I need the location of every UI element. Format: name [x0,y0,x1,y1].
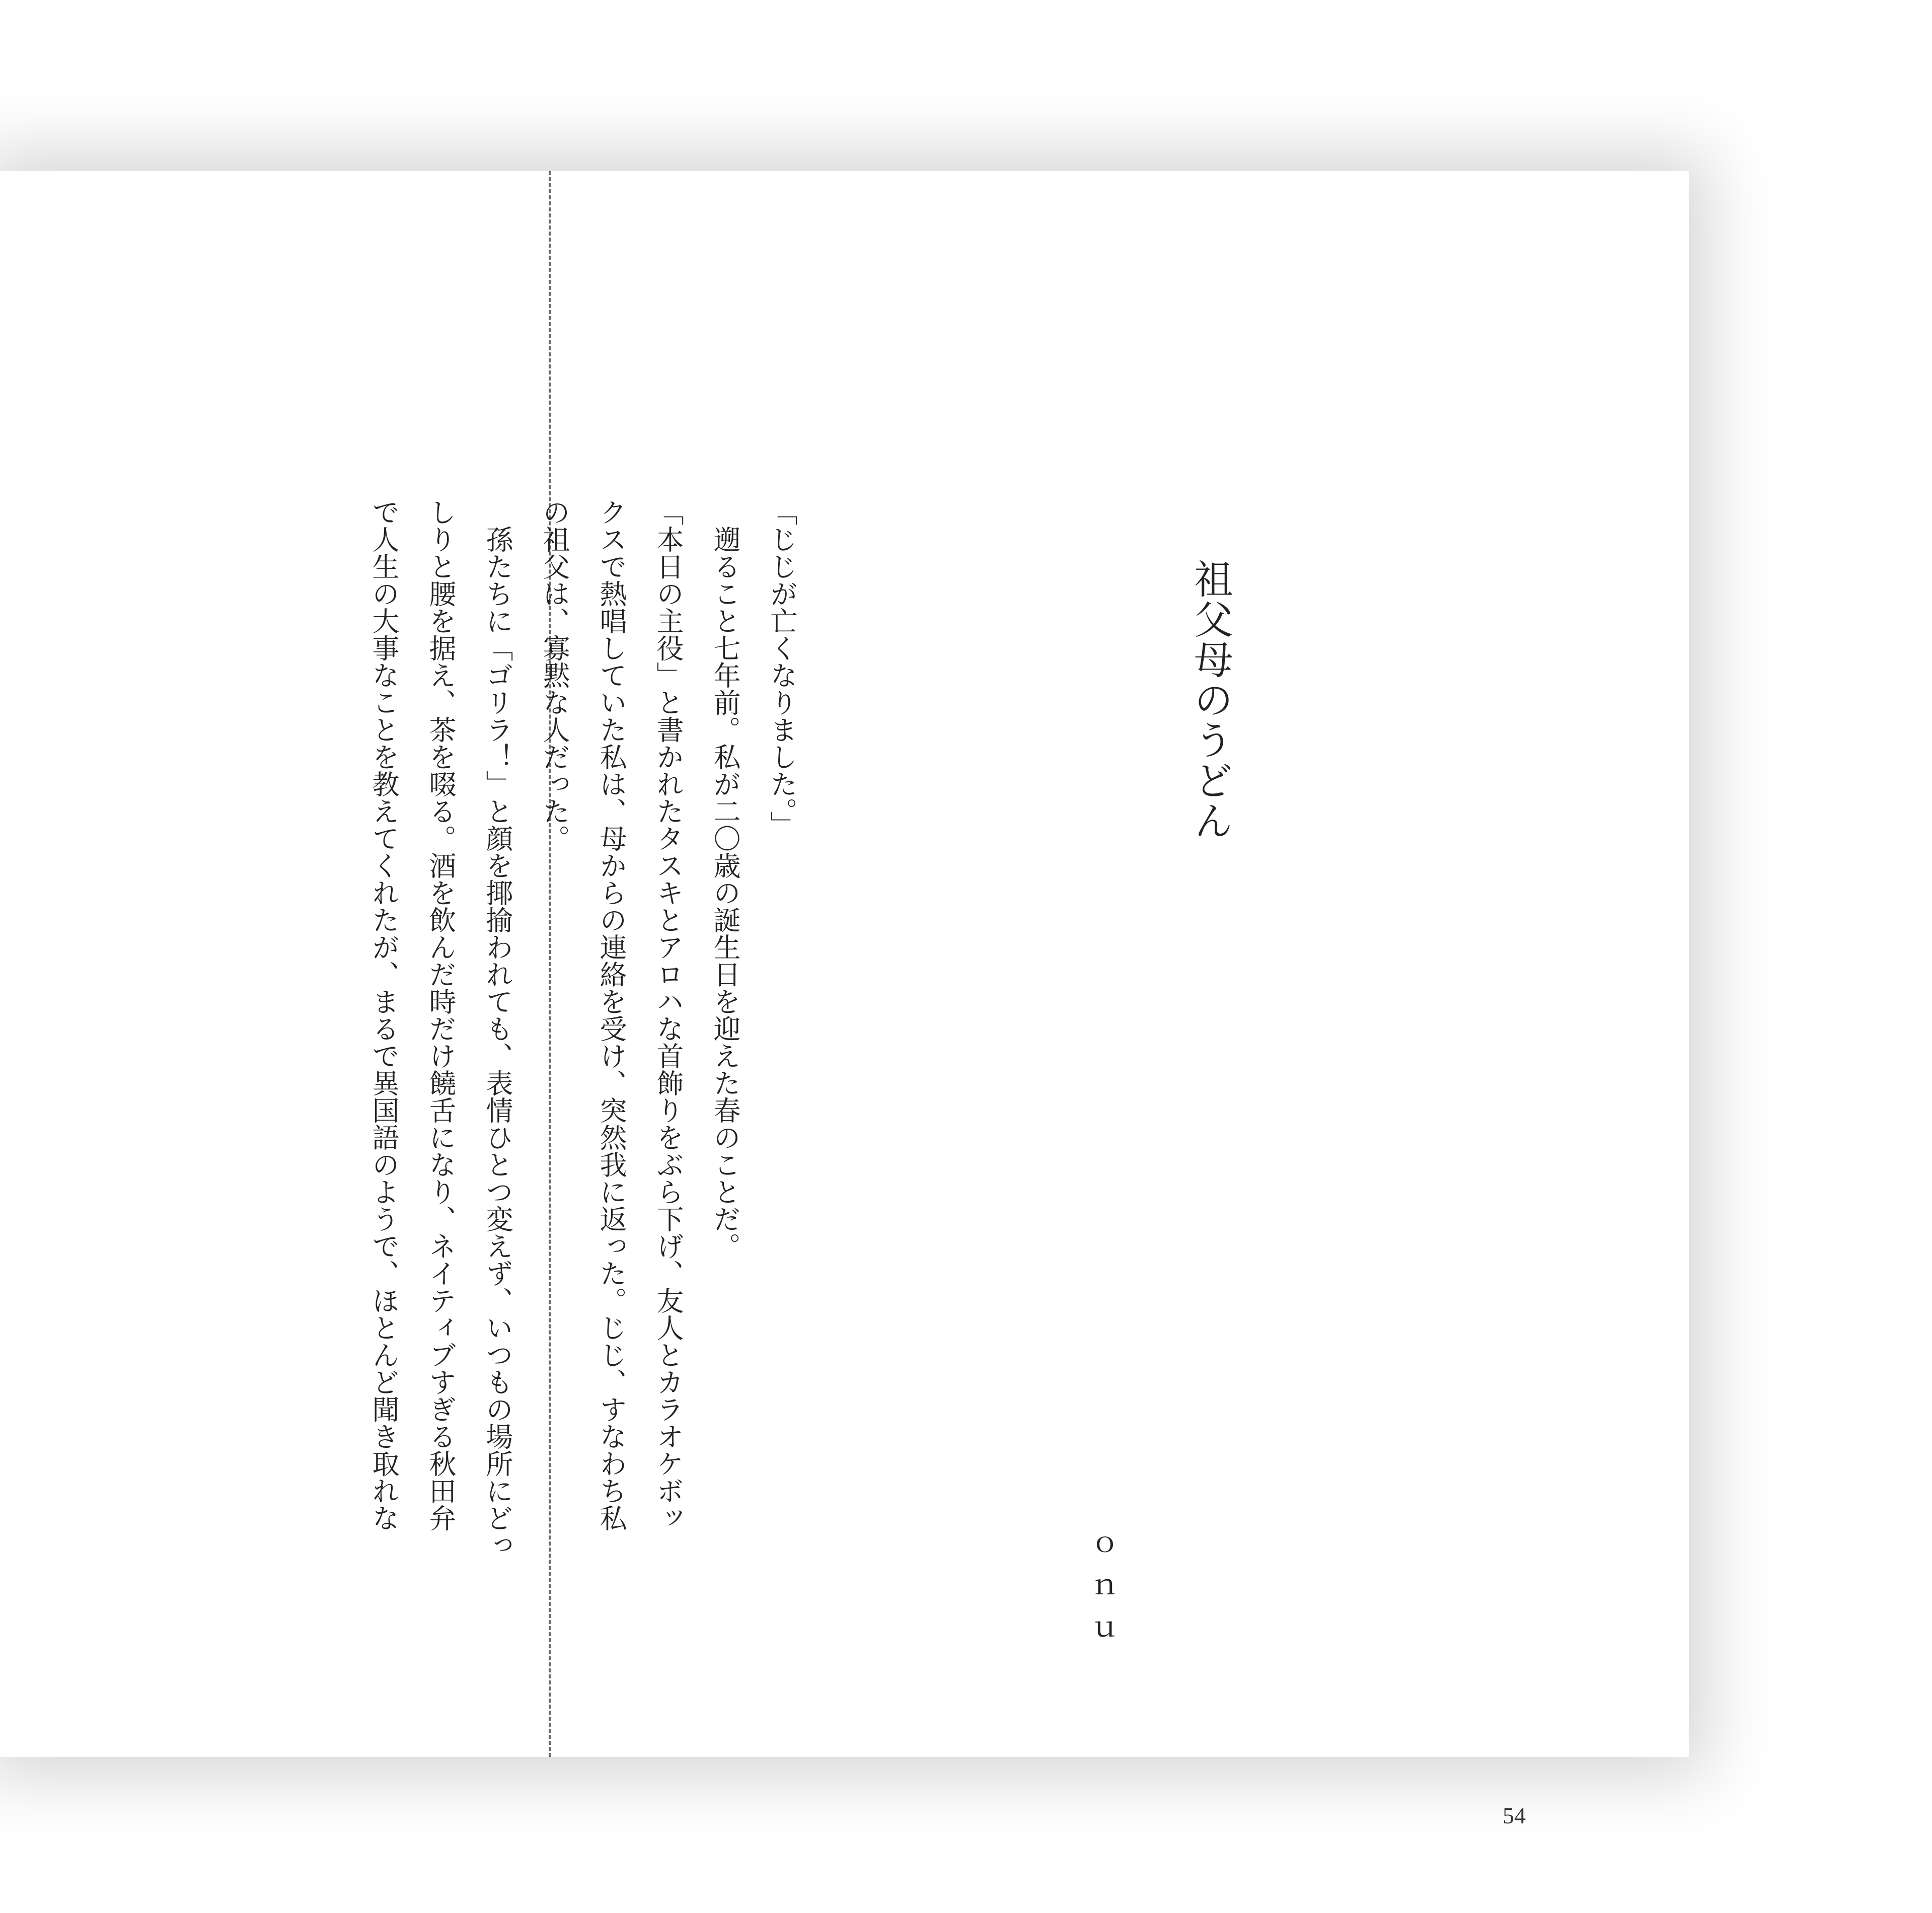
right-page-body-text: 「じじが亡くなりました。」 遡ること七年前。私が二〇歳の誕生日を迎えた春のことだ。 「本日の主役」と書かれたタスキとアロハな首飾りをぶら下げ、友人とカラオケボッ クスで熱唱していた私は、母からの連絡を受け、突然我に返った。じじ、すなわち私 の祖父は、寡黙な人だった。 孫たちに「ゴリラ！」と顔を揶揄われても、表情ひとつ変えず、いつもの場所にどっ しりと腰を据え、茶を啜る。酒を飲んだ時だけ饒舌になり、ネイティブすぎる秋田弁 で人生の大事なことを教えてくれたが、まるで異国語のようで、ほとんど聞き取れな [368,498,798,1559]
open-book [0,171,1689,1828]
essay-title: 祖父母のうどん [1187,559,1233,841]
author-name: ｏｎｕ [1086,1530,1119,1657]
page-number: 54 [1503,1803,1526,1828]
